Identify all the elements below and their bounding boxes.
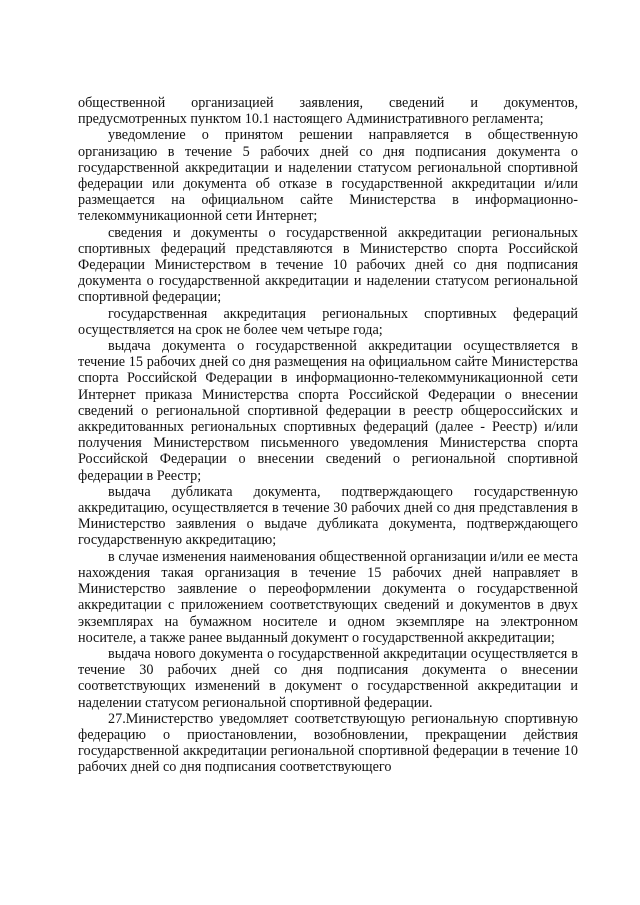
paragraph-2: уведомление о принятом решении направляется в общественную организацию в течение 5 рабочих дней со дня подписания документа о государственной аккредитации и наделении статусом региональной спортивной федерации или документа об отказе в государственной аккредитации и/или размещается на официальном сайте Министерства в информационно-телекоммуникационной сети Интернет; xyxy=(78,127,578,225)
paragraph-6: выдача дубликата документа, подтверждающего государственную аккредитацию, осуществляется в течение 30 рабочих дней со дня представления в Министерство заявления о выдаче дубликата документа, подтверждающего государственную аккредитацию; xyxy=(78,483,578,549)
paragraph-1: общественной организацией заявления, сведений и документов, предусмотренных пунктом 10.1 настоящего Административного регламента; xyxy=(78,95,578,128)
paragraph-7: в случае изменения наименования общественной организации и/или ее места нахождения такая организация в течение 15 рабочих дней направляет в Министерство заявление о переоформлении документа о государственной аккредитации с приложением соответствующих сведений и документов в двух экземплярах на бумажном носителе и одном экземпляре на электронном носителе, а также ранее выданный документ о государственной аккредитации; xyxy=(78,548,578,646)
paragraph-3: сведения и документы о государственной аккредитации региональных спортивных федераций представляются в Министерство спорта Российской Федерации Министерством в течение 10 рабочих дней со дня подписания документа о государственной аккредитации и наделении статусом региональной спортивной федерации; xyxy=(78,224,578,306)
paragraph-5: выдача документа о государственной аккредитации осуществляется в течение 15 рабочих дней со дня размещения на официальном сайте Министерства спорта Российской Федерации в информационно-телекоммуникационной сети Интернет приказа Министерства спорта Российской Федерации о внесении сведений о региональной спортивной федерации в реестр общероссийских и аккредитованных региональных спортивных федераций (далее - Реестр) и/или получения Министерством письменного уведомления Министерства спорта Российской Федерации о внесении сведений о региональной спортивной федерации в Реестр; xyxy=(78,338,578,484)
paragraph-8: выдача нового документа о государственной аккредитации осуществляется в течение 30 рабочих дней со дня подписания документа о внесении соответствующих изменений в документ о государственной аккредитации и наделении статусом региональной спортивной федерации. xyxy=(78,645,578,711)
document-body xyxy=(78,95,578,776)
paragraph-4: государственная аккредитация региональных спортивных федераций осуществляется на срок не более чем четыре года; xyxy=(78,305,578,338)
paragraph-9: 27.Министерство уведомляет соответствующую региональную спортивную федерацию о приостановлении, возобновлении, прекращении действия государственной аккредитации региональной спортивной федерации в течение 10 рабочих дней со дня подписания соответствующего xyxy=(78,710,578,776)
